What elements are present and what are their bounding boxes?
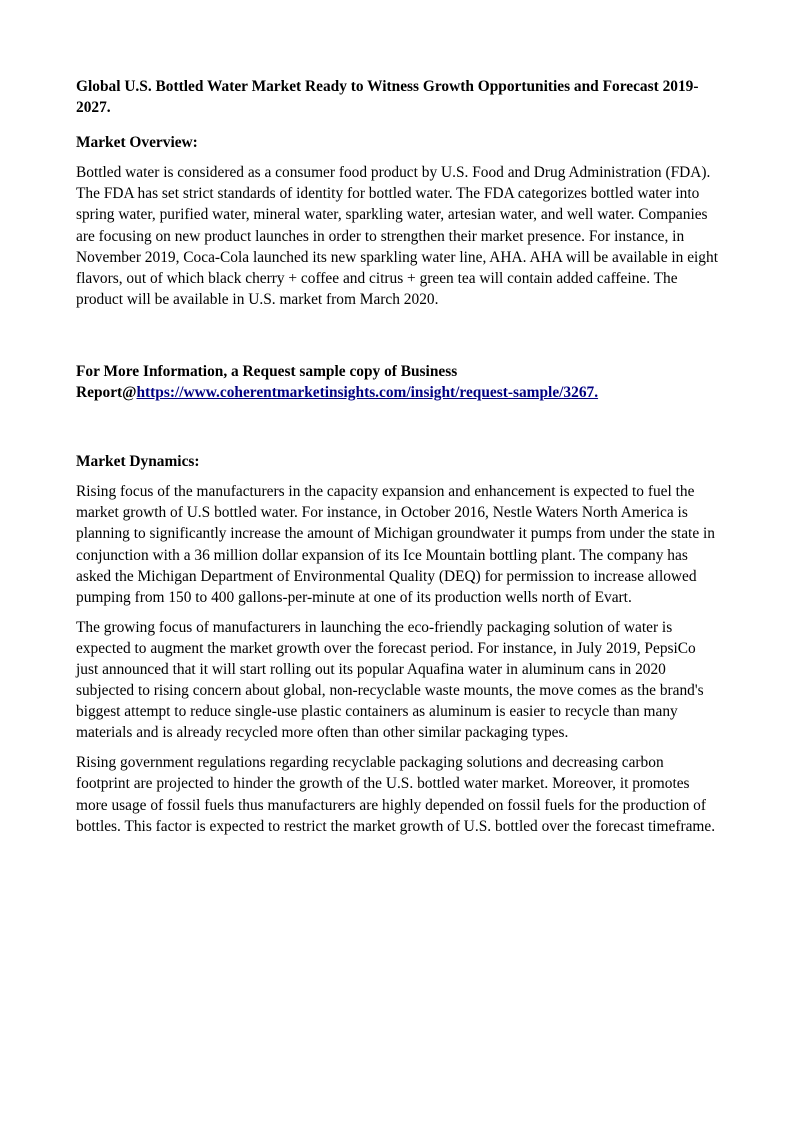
spacer xyxy=(76,412,718,451)
spacer xyxy=(76,319,718,361)
document-page xyxy=(76,76,718,846)
market-dynamics-paragraph-1: Rising focus of the manufacturers in the capacity expansion and enhancement is expected to fuel the market growth of U.S bottled water. For instance, in October 2016, Nestle Waters North America is planning to significantly increase the amount of Michigan groundwater it pumps from under the state in conjunction with a 36 million dollar expansion of its Ice Mountain bottling plant. The company has asked the Michigan Department of Environmental Quality (DEQ) for permission to increase allowed pumping from 150 to 400 gallons-per-minute at one of its production wells north of Evart. xyxy=(76,483,715,606)
market-overview-paragraph: Bottled water is considered as a consumer food product by U.S. Food and Drug Administration (FDA). The FDA has set strict standards of identity for bottled water. The FDA categorizes bottled water into spring water, purified water, mineral water, sparkling water, artesian water, and well water. Companies are focusing on new product launches in order to strengthen their market presence. For instance, in November 2019, Coca-Cola launched its new sparkling water line, AHA. AHA will be available in eight flavors, out of which black cherry + coffee and citrus + green tea will contain added caffeine. The product will be available in U.S. market from March 2020. xyxy=(76,164,718,308)
market-dynamics-heading: Market Dynamics: xyxy=(76,453,200,471)
market-overview-heading: Market Overview: xyxy=(76,134,198,152)
request-sample-text: For More Information, a Request sample copy of Business Report@ xyxy=(76,362,458,402)
market-dynamics-paragraph-2: The growing focus of manufacturers in launching the eco-friendly packaging solution of water is expected to augment the market growth over the forecast period. For instance, in July 2019, PepsiCo just announced that it will start rolling out its popular Aquafina water in aluminum cans in 2020 subjected to rising concern about global, non-recyclable waste mounts, the move comes as the brand's biggest attempt to reduce single-use plastic containers as aluminum is easier to recycle than many materials and is already recycled more often than other similar packaging types. xyxy=(76,618,704,742)
document-title: Global U.S. Bottled Water Market Ready to Witness Growth Opportunities and Forecast 2019-2027. xyxy=(76,78,699,117)
request-sample-link[interactable]: https://www.coherentmarketinsights.com/insight/request-sample/3267. xyxy=(136,384,599,402)
market-dynamics-paragraph-3: Rising government regulations regarding recyclable packaging solutions and decreasing carbon footprint are projected to hinder the growth of the U.S. bottled water market. Moreover, it promotes more usage of fossil fuels thus manufacturers are highly depended on fossil fuels for the production of bottles. This factor is expected to restrict the market growth of U.S. bottled over the forecast timeframe. xyxy=(76,754,716,835)
request-sample-line xyxy=(76,361,718,403)
